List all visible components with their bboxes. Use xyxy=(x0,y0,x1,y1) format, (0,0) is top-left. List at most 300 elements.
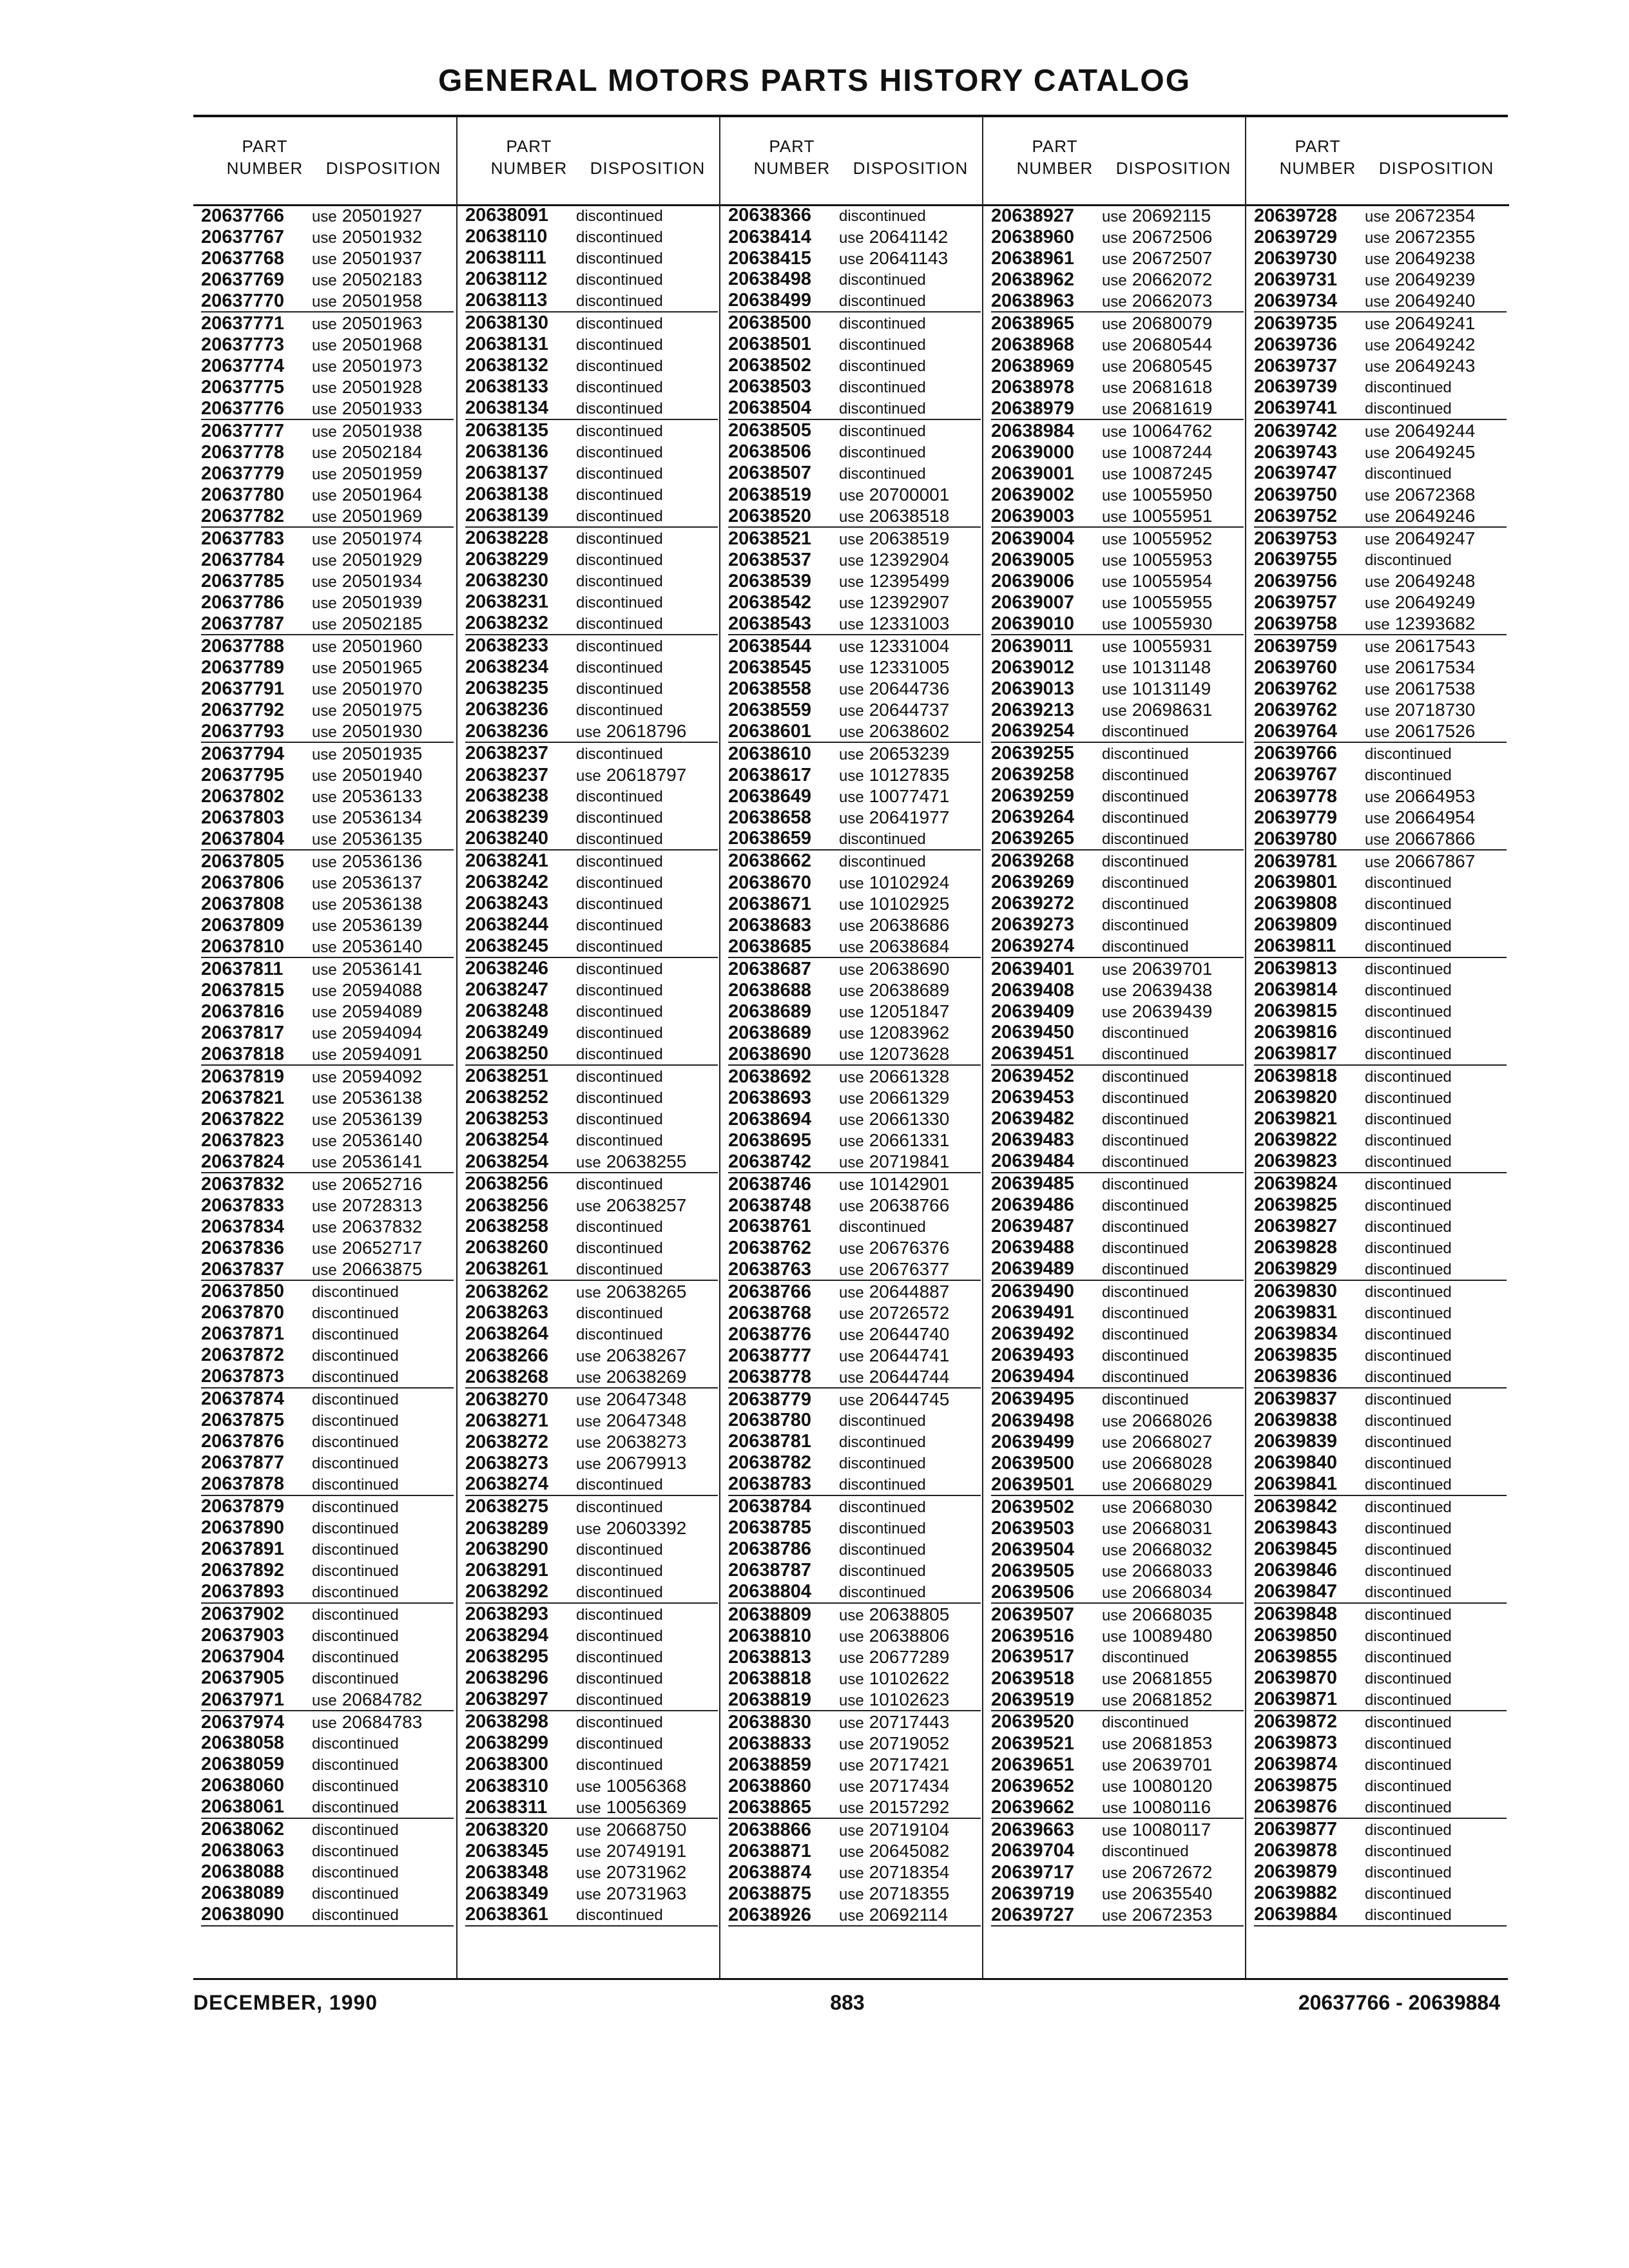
table-row xyxy=(1254,1646,1507,1667)
replacement-part-number: 20717434 xyxy=(869,1776,950,1796)
table-row xyxy=(465,1431,718,1452)
table-row xyxy=(991,1581,1244,1602)
table-row xyxy=(991,1733,1244,1754)
table-row xyxy=(465,1560,718,1581)
entry-group xyxy=(201,205,454,312)
part-number: 20639762 xyxy=(1254,700,1338,720)
disposition-keyword: use xyxy=(1102,1607,1127,1624)
disposition-keyword: use xyxy=(839,939,864,956)
replacement-part-number: 20679913 xyxy=(606,1453,687,1473)
part-number: 20639408 xyxy=(991,980,1075,1001)
disposition-keyword: discontinued xyxy=(312,1778,399,1795)
disposition-keyword: use xyxy=(312,466,337,483)
part-number: 20638543 xyxy=(728,613,812,634)
replacement-part-number: 20649249 xyxy=(1394,592,1476,612)
table-row xyxy=(991,893,1244,914)
entry-group xyxy=(728,1819,981,1927)
table-row xyxy=(201,678,454,699)
disposition-keyword: discontinued xyxy=(839,1476,926,1494)
disposition-keyword: discontinued xyxy=(1365,1176,1452,1193)
part-number: 20639520 xyxy=(991,1711,1075,1732)
entry-group xyxy=(728,1173,981,1281)
table-row xyxy=(728,936,981,957)
disposition-keyword: use xyxy=(312,1069,337,1086)
table-row xyxy=(1254,1754,1507,1775)
part-number: 20637771 xyxy=(201,313,285,334)
part-number: 20639879 xyxy=(1254,1861,1338,1882)
table-row xyxy=(201,785,454,807)
table-row xyxy=(728,1775,981,1796)
disposition-keyword: discontinued xyxy=(1102,767,1189,784)
entry-group xyxy=(465,1711,718,1819)
table-row xyxy=(728,1129,981,1151)
disposition xyxy=(576,442,663,463)
disposition xyxy=(1365,699,1475,722)
disposition-keyword: use xyxy=(312,1262,337,1279)
part-number: 20639839 xyxy=(1254,1431,1338,1452)
disposition xyxy=(1365,980,1452,1001)
table-row xyxy=(465,1711,718,1733)
disposition-keyword: use xyxy=(1102,316,1127,333)
table-row xyxy=(1254,1517,1507,1539)
table-row xyxy=(728,484,981,505)
disposition xyxy=(576,1883,686,1905)
table-row xyxy=(991,1754,1244,1775)
disposition xyxy=(576,1840,686,1863)
part-number: 20637803 xyxy=(201,807,285,828)
part-number: 20639730 xyxy=(1254,248,1338,269)
replacement-part-number: 20536133 xyxy=(342,786,423,806)
entry-group xyxy=(201,312,454,420)
part-header-line2: NUMBER xyxy=(1279,159,1356,178)
disposition-keyword: discontinued xyxy=(1365,1434,1452,1451)
table-row xyxy=(991,1625,1244,1646)
part-number: 20639491 xyxy=(991,1302,1075,1323)
disposition-keyword: discontinued xyxy=(1365,1003,1452,1021)
disposition xyxy=(839,1001,949,1023)
part-number: 20638501 xyxy=(728,334,812,354)
replacement-part-number: 20638269 xyxy=(606,1367,687,1387)
disposition xyxy=(312,441,422,464)
disposition xyxy=(839,958,949,981)
disposition-keyword: discontinued xyxy=(1365,379,1452,396)
disposition-keyword: discontinued xyxy=(1365,1455,1452,1472)
replacement-part-number: 20501940 xyxy=(342,765,423,785)
disposition xyxy=(312,828,422,850)
disposition-keyword: use xyxy=(839,1865,864,1882)
disposition xyxy=(839,549,949,572)
disposition xyxy=(1102,979,1212,1002)
disposition xyxy=(1365,1151,1452,1173)
table-row xyxy=(728,1302,981,1323)
part-number: 20639759 xyxy=(1254,636,1338,657)
table-row xyxy=(1254,1173,1507,1195)
disposition xyxy=(576,1733,663,1754)
footer-date: DECEMBER, 1990 xyxy=(193,1991,378,2014)
part-number: 20638649 xyxy=(728,786,812,807)
disposition xyxy=(576,894,663,915)
part-number: 20638778 xyxy=(728,1367,812,1387)
disposition xyxy=(1365,1626,1452,1647)
disposition xyxy=(1365,1712,1452,1733)
disposition-keyword: use xyxy=(312,1046,337,1064)
disposition xyxy=(1102,829,1189,850)
disposition-keyword: use xyxy=(576,1843,601,1861)
replacement-part-number: 20536138 xyxy=(342,894,423,914)
part-number: 20637804 xyxy=(201,829,285,849)
entry-group xyxy=(201,1496,454,1604)
part-number: 20639489 xyxy=(991,1258,1075,1279)
replacement-part-number: 20662072 xyxy=(1132,269,1213,289)
replacement-part-number: 20502184 xyxy=(342,442,423,462)
part-number: 20639452 xyxy=(991,1066,1075,1086)
table-row xyxy=(465,1108,718,1129)
replacement-part-number: 20536137 xyxy=(342,872,423,892)
table-row xyxy=(1254,1775,1507,1796)
disposition xyxy=(1365,1518,1452,1539)
part-number: 20638260 xyxy=(465,1237,549,1258)
disposition-keyword: discontinued xyxy=(312,1562,399,1580)
disposition xyxy=(1102,1367,1189,1388)
disposition-keyword: discontinued xyxy=(1365,1153,1452,1171)
table-row xyxy=(1254,1604,1507,1625)
table-row xyxy=(465,635,718,657)
part-number: 20638088 xyxy=(201,1861,285,1882)
table-row xyxy=(1254,979,1507,1001)
disposition-keyword: use xyxy=(576,1369,601,1387)
disposition-keyword: discontinued xyxy=(312,1885,399,1903)
table-row xyxy=(991,1323,1244,1345)
replacement-part-number: 20672368 xyxy=(1394,485,1476,505)
table-row xyxy=(991,1129,1244,1151)
disposition-keyword: use xyxy=(1102,1736,1127,1753)
disposition xyxy=(576,463,663,485)
catalog-column xyxy=(719,117,982,1979)
disposition xyxy=(312,1453,399,1474)
disposition-keyword: discontinued xyxy=(576,573,663,590)
entry-group xyxy=(201,528,454,635)
table-row xyxy=(201,1237,454,1258)
disposition-keyword: discontinued xyxy=(576,508,663,525)
part-number: 20637774 xyxy=(201,356,285,376)
part-number: 20638761 xyxy=(728,1216,812,1236)
table-row xyxy=(728,1108,981,1129)
disposition-keyword: use xyxy=(312,272,337,289)
part-number: 20639811 xyxy=(1254,936,1336,956)
disposition-keyword: discontinued xyxy=(312,1821,399,1839)
disposition-keyword: discontinued xyxy=(1365,1885,1452,1903)
replacement-part-number: 20638265 xyxy=(606,1282,687,1302)
replacement-part-number: 20639701 xyxy=(1132,959,1213,979)
disposition-keyword: discontinued xyxy=(312,1520,399,1537)
table-row xyxy=(728,1173,981,1195)
table-row xyxy=(201,1151,454,1172)
table-row xyxy=(728,334,981,355)
part-number: 20638961 xyxy=(991,248,1075,269)
table-row xyxy=(1254,1195,1507,1216)
disposition xyxy=(1365,1410,1452,1432)
table-row xyxy=(201,1689,454,1710)
disposition xyxy=(576,206,663,227)
disposition-keyword: discontinued xyxy=(839,1412,926,1430)
disposition-keyword: discontinued xyxy=(1102,809,1189,827)
disposition xyxy=(576,1905,663,1926)
disposition xyxy=(576,807,663,829)
table-row xyxy=(728,1087,981,1108)
table-row xyxy=(728,1646,981,1667)
table-row xyxy=(465,1840,718,1861)
disposition-keyword: discontinued xyxy=(312,1434,399,1451)
part-number: 20639764 xyxy=(1254,721,1338,742)
table-row xyxy=(465,1001,718,1022)
disposition xyxy=(312,570,422,593)
table-row xyxy=(728,1711,981,1733)
disposition-keyword: discontinued xyxy=(839,315,926,332)
part-number: 20638969 xyxy=(991,356,1075,376)
disposition xyxy=(839,1474,926,1495)
part-number: 20639848 xyxy=(1254,1604,1338,1624)
disposition-keyword: discontinued xyxy=(576,638,663,655)
part-number: 20638232 xyxy=(465,613,549,633)
table-row xyxy=(991,1281,1244,1302)
part-number-header xyxy=(1007,135,1103,179)
replacement-part-number: 20680545 xyxy=(1132,356,1213,376)
replacement-part-number: 20638805 xyxy=(869,1604,950,1624)
table-row xyxy=(728,1883,981,1904)
disposition-keyword: use xyxy=(1102,1477,1127,1494)
replacement-part-number: 20644737 xyxy=(869,700,950,720)
disposition-keyword: use xyxy=(312,681,337,698)
part-number: 20639490 xyxy=(991,1281,1075,1302)
replacement-part-number: 20668031 xyxy=(1132,1518,1213,1538)
part-number: 20638254 xyxy=(465,1129,549,1150)
part-number: 20638860 xyxy=(728,1776,812,1796)
table-row xyxy=(991,1366,1244,1387)
replacement-part-number: 20638766 xyxy=(869,1195,950,1215)
disposition-keyword: discontinued xyxy=(576,1541,663,1559)
replacement-part-number: 20649248 xyxy=(1394,571,1476,591)
part-number: 20639704 xyxy=(991,1840,1075,1861)
disposition-keyword: use xyxy=(1102,702,1127,720)
table-row xyxy=(991,807,1244,828)
disposition xyxy=(1365,398,1452,419)
disposition-keyword: use xyxy=(312,1154,337,1171)
part-number: 20639273 xyxy=(991,914,1075,935)
disposition-keyword: discontinued xyxy=(1365,938,1452,956)
part-number: 20638239 xyxy=(465,807,549,827)
disposition xyxy=(1365,678,1475,700)
disposition-keyword: discontinued xyxy=(1365,1756,1452,1774)
disposition-keyword: discontinued xyxy=(839,1562,926,1580)
disposition xyxy=(1365,1453,1452,1474)
part-number: 20638505 xyxy=(728,420,812,441)
column-header xyxy=(720,135,983,200)
disposition-keyword: discontinued xyxy=(312,1606,399,1624)
replacement-part-number: 20677289 xyxy=(869,1647,950,1667)
table-row xyxy=(201,1345,454,1366)
part-number: 20639516 xyxy=(991,1626,1075,1646)
part-number: 20637818 xyxy=(201,1044,285,1064)
replacement-part-number: 20668035 xyxy=(1132,1604,1213,1624)
disposition xyxy=(576,1389,686,1411)
replacement-part-number: 20501975 xyxy=(342,700,423,720)
disposition xyxy=(1102,786,1189,807)
column-header xyxy=(1246,135,1509,200)
disposition xyxy=(839,1258,949,1281)
disposition-keyword: discontinued xyxy=(839,444,926,461)
table-row xyxy=(201,914,454,936)
disposition xyxy=(576,1626,663,1647)
table-row xyxy=(201,1539,454,1560)
part-number: 20638689 xyxy=(728,1001,812,1022)
part-number: 20638295 xyxy=(465,1646,549,1667)
table-row xyxy=(728,1389,981,1410)
part-number: 20639004 xyxy=(991,528,1075,549)
disposition-keyword: use xyxy=(839,789,864,806)
disposition xyxy=(839,1022,949,1044)
disposition xyxy=(1102,334,1212,356)
part-number: 20639003 xyxy=(991,506,1075,526)
table-row xyxy=(728,613,981,634)
table-row xyxy=(728,1345,981,1366)
disposition-keyword: use xyxy=(1102,380,1127,397)
part-number: 20638763 xyxy=(728,1259,812,1280)
table-row xyxy=(465,1496,718,1517)
disposition-keyword: discontinued xyxy=(576,1090,663,1107)
disposition-keyword: discontinued xyxy=(576,530,663,548)
disposition xyxy=(1102,420,1212,443)
disposition-keyword: discontinued xyxy=(576,552,663,569)
disposition xyxy=(1365,1066,1452,1088)
disposition xyxy=(312,893,422,916)
table-row xyxy=(991,205,1244,226)
entry-group xyxy=(1254,1819,1507,1927)
replacement-part-number: 20653239 xyxy=(869,744,950,764)
disposition xyxy=(312,1345,399,1367)
part-number: 20637850 xyxy=(201,1281,285,1302)
table-row xyxy=(1254,1323,1507,1345)
disposition xyxy=(839,1366,949,1389)
part-number: 20638779 xyxy=(728,1389,812,1410)
entry-list xyxy=(991,205,1244,1927)
table-row xyxy=(991,699,1244,720)
disposition-keyword: use xyxy=(312,789,337,806)
table-row xyxy=(201,1452,454,1474)
replacement-part-number: 20680544 xyxy=(1132,334,1213,354)
disposition-keyword: discontinued xyxy=(576,1068,663,1086)
table-row xyxy=(991,1410,1244,1431)
replacement-part-number: 20501930 xyxy=(342,721,423,741)
part-number: 20637816 xyxy=(201,1001,285,1022)
disposition-keyword: discontinued xyxy=(1365,1197,1452,1215)
part-number: 20639873 xyxy=(1254,1733,1338,1753)
disposition xyxy=(312,269,422,291)
replacement-part-number: 20726572 xyxy=(869,1303,950,1323)
disposition xyxy=(1102,765,1189,786)
disposition-keyword: use xyxy=(1102,358,1127,376)
disposition-keyword: discontinued xyxy=(839,1499,926,1516)
part-number: 20638136 xyxy=(465,441,549,462)
disposition-keyword: use xyxy=(1102,423,1127,441)
column-header xyxy=(193,135,456,200)
disposition xyxy=(1102,570,1212,593)
table-row xyxy=(201,1281,454,1302)
disposition-keyword: use xyxy=(839,1757,864,1774)
replacement-part-number: 12331003 xyxy=(869,613,950,633)
disposition xyxy=(1365,247,1475,270)
disposition xyxy=(1365,1776,1452,1797)
table-row xyxy=(728,528,981,549)
part-number: 20639758 xyxy=(1254,613,1338,634)
part-number: 20639825 xyxy=(1254,1195,1338,1215)
entry-group xyxy=(991,850,1244,958)
table-row xyxy=(201,463,454,484)
part-number: 20639268 xyxy=(991,850,1075,871)
disposition-keyword: discontinued xyxy=(1365,1305,1452,1322)
disposition-keyword: discontinued xyxy=(1102,1068,1189,1086)
disposition xyxy=(1365,872,1452,894)
entry-list xyxy=(465,205,718,1927)
disposition-header: DISPOSITION xyxy=(1115,159,1231,178)
part-number: 20638289 xyxy=(465,1518,549,1539)
disposition-keyword: discontinued xyxy=(1102,1305,1189,1322)
part-number: 20639001 xyxy=(991,463,1075,484)
table-row xyxy=(465,528,718,549)
table-row xyxy=(728,1195,981,1216)
disposition xyxy=(312,1754,399,1776)
table-row xyxy=(201,1646,454,1667)
table-row xyxy=(201,936,454,957)
part-number: 20639012 xyxy=(991,657,1075,678)
table-row xyxy=(1254,591,1507,613)
disposition-keyword: use xyxy=(312,293,337,311)
disposition xyxy=(839,1173,949,1196)
part-number: 20639663 xyxy=(991,1820,1075,1840)
table-row xyxy=(728,635,981,657)
disposition xyxy=(1102,678,1211,700)
table-row xyxy=(201,1496,454,1517)
replacement-part-number: 20684782 xyxy=(342,1689,423,1709)
replacement-part-number: 10102622 xyxy=(869,1668,950,1688)
part-number: 20638542 xyxy=(728,592,812,613)
disposition xyxy=(839,1432,926,1453)
table-row xyxy=(991,785,1244,807)
table-row xyxy=(465,1195,718,1216)
replacement-part-number: 20661329 xyxy=(869,1088,950,1108)
disposition-keyword: discontinued xyxy=(1365,552,1452,569)
table-row xyxy=(201,1883,454,1904)
table-row xyxy=(991,1452,1244,1474)
replacement-part-number: 20536134 xyxy=(342,807,423,827)
table-row xyxy=(728,205,981,226)
disposition xyxy=(576,1497,663,1518)
entry-group xyxy=(201,635,454,743)
table-row xyxy=(728,1431,981,1452)
entry-group xyxy=(1254,1281,1507,1389)
table-row xyxy=(991,1646,1244,1667)
disposition xyxy=(1365,1303,1452,1324)
table-row xyxy=(201,1323,454,1345)
table-row xyxy=(465,376,718,398)
disposition xyxy=(1365,720,1475,743)
part-number: 20639453 xyxy=(991,1087,1075,1108)
disposition-keyword: use xyxy=(1102,1886,1127,1903)
disposition xyxy=(312,1258,422,1281)
disposition xyxy=(839,1497,926,1518)
table-row xyxy=(201,1022,454,1043)
table-row xyxy=(1254,1258,1507,1280)
disposition-keyword: discontinued xyxy=(576,1176,663,1193)
